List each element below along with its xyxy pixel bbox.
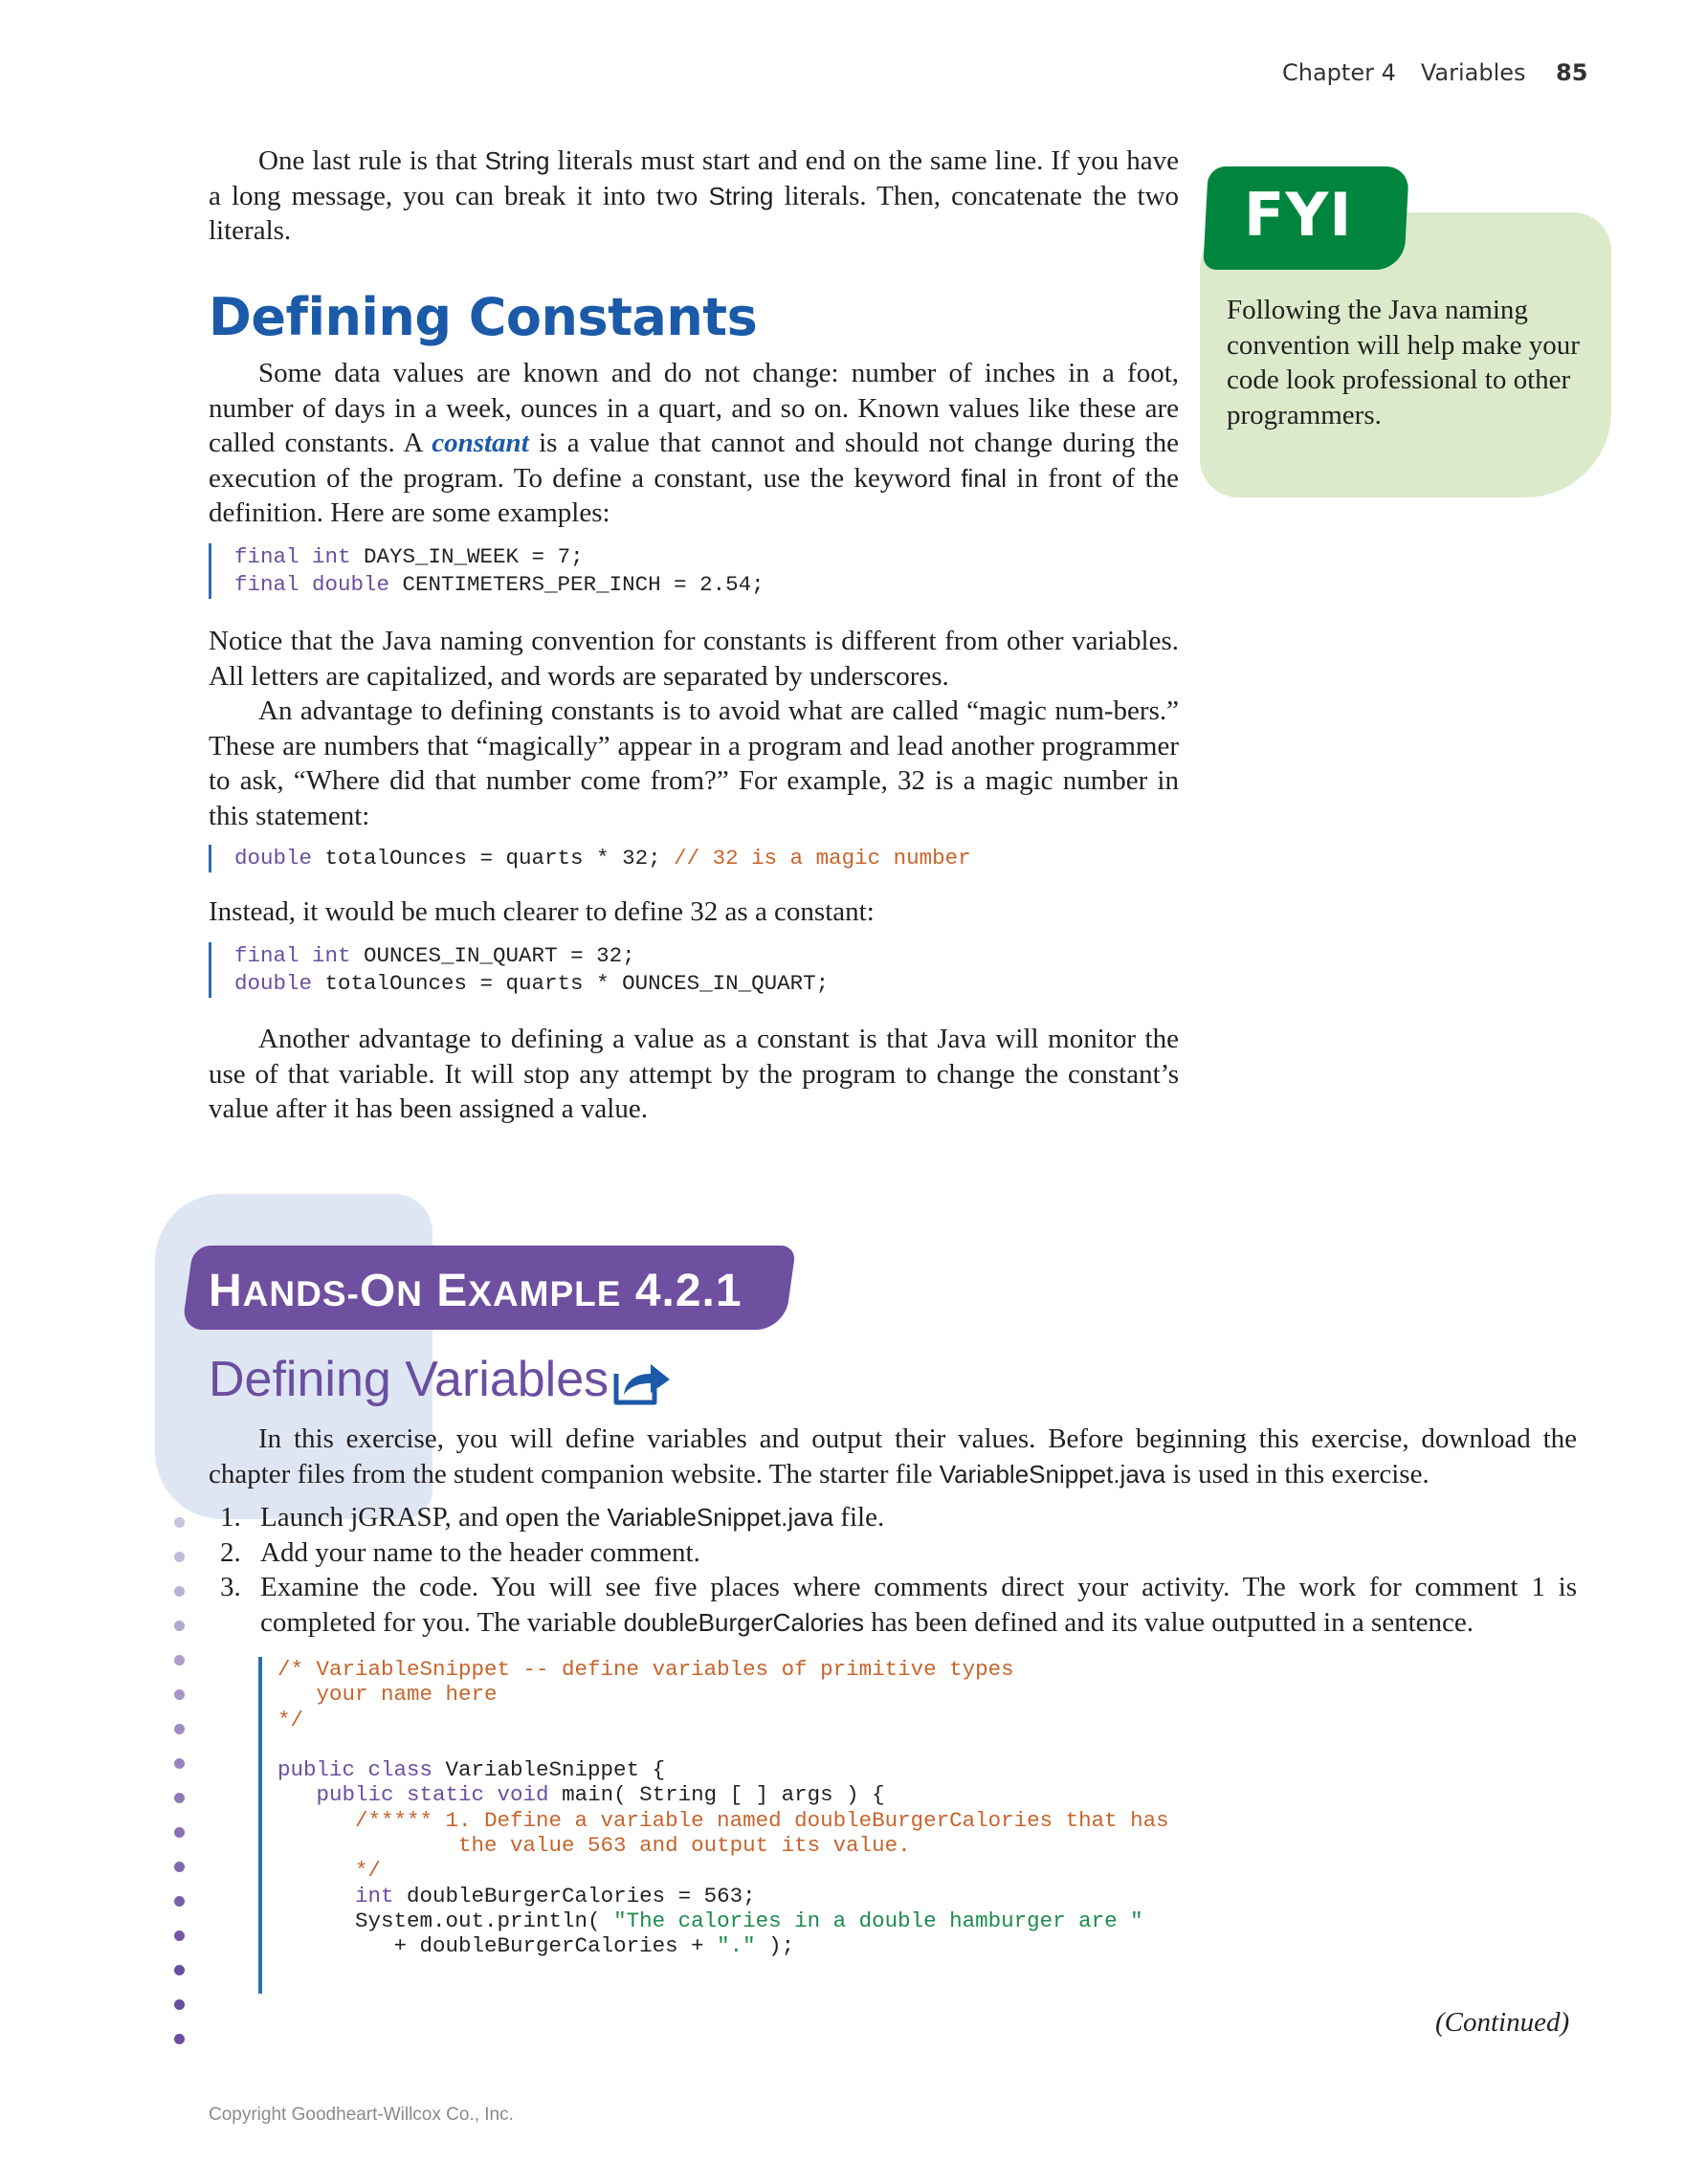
constants-paragraph	[209, 356, 1179, 531]
intro-text-1: One last rule is that	[258, 145, 485, 176]
keyword-final: final	[961, 463, 1008, 493]
code-keyword: int	[355, 1883, 394, 1908]
code-text: totalOunces = quarts * 32;	[312, 846, 675, 871]
section-heading: Defining Constants	[209, 287, 758, 347]
banner-text: E	[436, 1266, 469, 1316]
code-line	[234, 571, 765, 599]
step-item	[209, 1535, 1577, 1571]
code-line	[234, 970, 829, 998]
copyright-notice: Copyright Goodheart-Willcox Co., Inc.	[209, 2105, 514, 2125]
dot	[174, 1552, 185, 1562]
continued-label: (Continued)	[1435, 2007, 1570, 2038]
starter-filename: VariableSnippet.java	[939, 1459, 1166, 1489]
constants-text-1: Some data values are known and do not change: number of inches in a foot, number of days in a week, ounces in a quart, and so on. Known values like these are called constants. A	[209, 358, 1179, 458]
code-line	[277, 1884, 1169, 1908]
code-text: CENTIMETERS_PER_INCH = 2.54;	[389, 572, 765, 597]
code-line	[277, 1782, 1169, 1807]
code-line	[277, 1833, 1169, 1858]
dot	[174, 1586, 185, 1597]
code-keyword: double	[234, 971, 313, 996]
code-line	[277, 1708, 1169, 1732]
monitor-paragraph: Another advantage to defining a value as a constant is that Java will monitor the use of that variable. It will stop any attempt by the program to change the constant’s value after it has been assigned a value.	[209, 1024, 1179, 1124]
code-block-variable-snippet	[258, 1657, 1169, 1994]
banner-text: -	[346, 1274, 360, 1313]
step-item	[209, 1570, 1577, 1640]
code-string: "The calories in a double hamburger are "	[613, 1908, 1143, 1933]
step-text: has been defined and its value outputted in a sentence.	[864, 1606, 1474, 1638]
chapter-number: Chapter 4	[1282, 59, 1396, 86]
margin-dots	[174, 1517, 188, 2068]
step-number: 1.	[220, 1502, 241, 1533]
dot	[174, 1965, 185, 1975]
code-comment: */	[355, 1858, 382, 1884]
code-text: + doubleBurgerCalories +	[393, 1933, 718, 1959]
banner-text: H	[209, 1266, 243, 1316]
code-line	[277, 1858, 1169, 1883]
banner-text: O	[359, 1266, 397, 1316]
code-line	[277, 1657, 1169, 1682]
code-block-constants	[209, 543, 765, 599]
code-text: totalOunces = quarts * OUNCES_IN_QUART;	[312, 971, 830, 996]
exercise-text-1: In this exercise, you will define variables and output their values. Before beginning this exercise, download the chapter files from the student companion website. The starter file	[209, 1423, 1577, 1489]
code-line	[234, 942, 829, 970]
dot	[174, 1621, 185, 1631]
code-text: );	[755, 1933, 795, 1959]
dot	[174, 1689, 185, 1700]
example-number: 4.2.1	[634, 1266, 743, 1316]
code-comment: /***** 1. Define a variable named doubleBurgerCalories that has	[355, 1807, 1169, 1833]
step-number: 3.	[220, 1572, 241, 1602]
dot	[174, 1793, 185, 1803]
intro-code-2: String	[708, 181, 774, 210]
code-text: main( String [ ] args ) {	[548, 1782, 885, 1808]
code-text: VariableSnippet {	[432, 1757, 666, 1783]
chapter-title: Variables	[1420, 59, 1526, 86]
dot	[174, 1655, 185, 1666]
exercise-paragraph	[209, 1422, 1577, 1491]
dot	[174, 1896, 185, 1907]
banner-text: XAMPLE	[468, 1274, 622, 1313]
exercise-text-2: is used in this exercise.	[1165, 1458, 1430, 1489]
constants-text-3: in front of the definition. Here are some examples:	[209, 462, 1180, 528]
instead-paragraph: Instead, it would be much clearer to define 32 as a constant:	[209, 896, 875, 927]
code-keyword: public static void	[316, 1782, 549, 1808]
code-line	[277, 1757, 1169, 1782]
dot	[174, 1930, 185, 1941]
step-variable-name: doubleBurgerCalories	[623, 1607, 865, 1637]
code-comment: // 32 is a magic number	[674, 846, 971, 871]
code-block-magic-number	[209, 845, 971, 872]
step-text: Launch jGRASP, and open the	[260, 1502, 608, 1533]
intro-text-2: literals must start and end on the same line. If you have a long message, you can break it into two	[209, 145, 1179, 211]
banner-text: N	[396, 1274, 423, 1313]
code-line	[277, 1908, 1169, 1933]
intro-text-3: literals. Then, concatenate the two literals.	[209, 180, 1180, 246]
hands-on-title	[209, 1265, 743, 1317]
running-head	[1282, 59, 1526, 86]
fyi-label: FYI	[1244, 180, 1353, 250]
constants-text-2: is a value that cannot and should not change during the execution of the program. To define a constant, use the keyword	[209, 428, 1179, 494]
code-keyword: final int	[234, 544, 351, 569]
code-keyword: final int	[234, 943, 351, 968]
code-line	[277, 1732, 1169, 1757]
convention-paragraphs	[209, 624, 1179, 833]
dot	[174, 1724, 185, 1734]
code-line	[277, 1933, 1169, 1958]
dot	[174, 1517, 185, 1528]
code-line	[277, 1682, 1169, 1707]
code-block-ounces	[209, 942, 829, 998]
page-number: 85	[1556, 59, 1588, 86]
code-keyword: double	[234, 846, 313, 871]
defined-term: constant	[432, 428, 529, 458]
code-keyword: final double	[234, 572, 390, 597]
example-title: Defining Variables	[209, 1352, 610, 1407]
step-number: 2.	[220, 1536, 241, 1568]
code-comment: your name here	[277, 1682, 498, 1708]
dot	[174, 1827, 185, 1838]
code-string: "."	[717, 1933, 756, 1959]
step-text: Add your name to the header comment.	[260, 1536, 700, 1568]
magic-number-paragraph: An advantage to defining constants is to avoid what are called “magic num-bers.” These are numbers that “magically” appear in a program and lead another programmer to ask, “Where did that number come from?” For example, 32 is a magic number in this statement:	[209, 695, 1179, 831]
steps-list	[209, 1500, 1577, 1640]
code-comment: /* VariableSnippet -- define variables of primitive types	[277, 1657, 1014, 1682]
code-comment: the value 563 and output its value.	[355, 1833, 911, 1859]
dot	[174, 2034, 185, 2044]
code-text: System.out.println(	[355, 1908, 614, 1933]
code-line	[234, 543, 765, 571]
code-comment: */	[277, 1707, 304, 1732]
step-item	[209, 1500, 1577, 1535]
step-filename: VariableSnippet.java	[607, 1503, 834, 1532]
code-line	[277, 1808, 1169, 1833]
step-text: Examine the code. You will see five places where comments direct your activity. The work for comment 1 is completed for you. The variable	[260, 1572, 1577, 1638]
step-text: file.	[833, 1502, 885, 1533]
dot	[174, 1862, 185, 1872]
dot	[174, 1999, 185, 2010]
intro-code-1: String	[484, 146, 550, 175]
code-keyword: public class	[277, 1757, 433, 1783]
intro-paragraph	[209, 143, 1179, 249]
code-text: doubleBurgerCalories = 563;	[393, 1883, 756, 1908]
code-text: OUNCES_IN_QUART = 32;	[350, 943, 635, 968]
dot	[174, 1758, 185, 1769]
fyi-text: Following the Java naming convention will help make your code look professional to other programmers.	[1227, 295, 1580, 430]
share-icon[interactable]	[612, 1357, 674, 1406]
banner-text: ANDS	[242, 1274, 347, 1313]
convention-paragraph: Notice that the Java naming convention for constants is different from other variables. All letters are capitalized, and words are separated by underscores.	[209, 626, 1179, 692]
code-text: DAYS_IN_WEEK = 7;	[350, 544, 584, 569]
